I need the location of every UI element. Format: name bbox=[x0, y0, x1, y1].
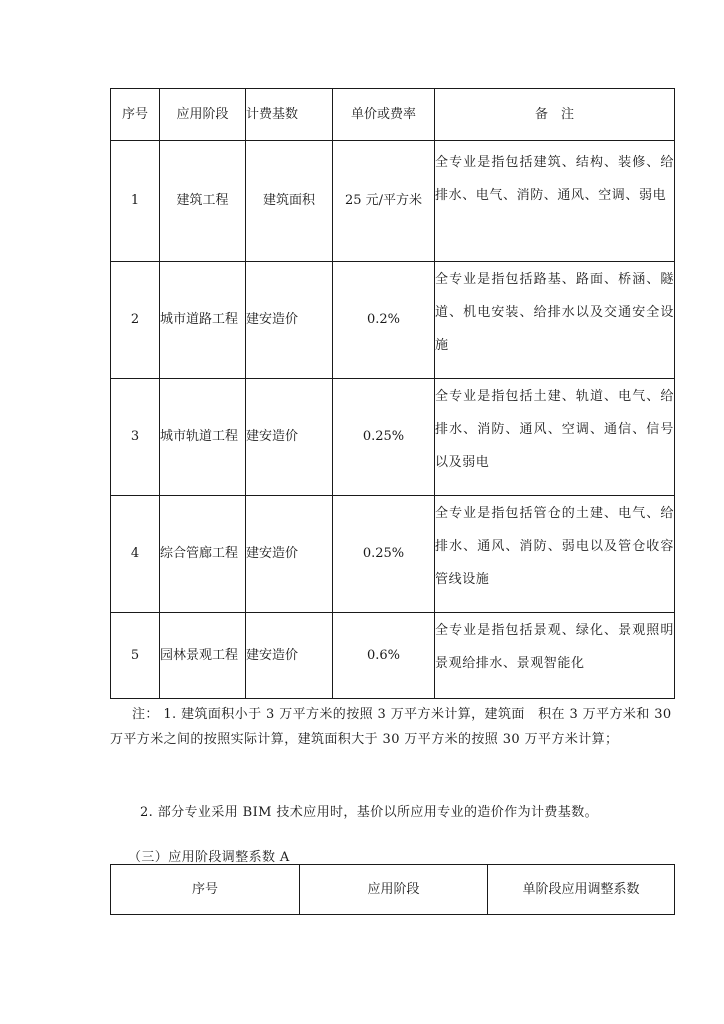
cell-base: 建安造价 bbox=[246, 379, 333, 496]
header-cell-no: 序号 bbox=[111, 865, 300, 915]
cell-base: 建安造价 bbox=[246, 613, 333, 699]
table-notes bbox=[110, 702, 680, 752]
cell-stage: 城市轨道工程 bbox=[160, 379, 246, 496]
cell-base: 建安造价 bbox=[246, 262, 333, 379]
header-cell-note: 备 注 bbox=[435, 89, 675, 141]
header-cell-no: 序号 bbox=[111, 89, 160, 141]
cell-note: 全专业是指包括路基、路面、桥涵、隧道、机电安装、给排水以及交通安全设施 bbox=[435, 262, 675, 379]
table-header-row bbox=[111, 865, 675, 915]
table-row bbox=[111, 379, 675, 496]
table-row bbox=[111, 141, 675, 262]
bim-fee-table bbox=[110, 88, 675, 699]
cell-base: 建安造价 bbox=[246, 496, 333, 613]
cell-rate: 25 元/平方米 bbox=[333, 141, 435, 262]
stage-coefficient-table bbox=[110, 864, 675, 915]
cell-stage: 园林景观工程 bbox=[160, 613, 246, 699]
cell-rate: 0.2% bbox=[333, 262, 435, 379]
cell-no: 4 bbox=[111, 496, 160, 613]
table-row bbox=[111, 262, 675, 379]
cell-note: 全专业是指包括管仓的土建、电气、给排水、通风、消防、弱电以及管仓收容管线设施 bbox=[435, 496, 675, 613]
table-row bbox=[111, 496, 675, 613]
header-cell-base: 计费基数 bbox=[246, 89, 333, 141]
cell-base: 建筑面积 bbox=[246, 141, 333, 262]
table-row bbox=[111, 613, 675, 699]
cell-note: 全专业是指包括土建、轨道、电气、给排水、消防、通风、空调、通信、信号以及弱电 bbox=[435, 379, 675, 496]
cell-rate: 0.25% bbox=[333, 379, 435, 496]
cell-no: 5 bbox=[111, 613, 160, 699]
cell-note: 全专业是指包括建筑、结构、装修、给排水、电气、消防、通风、空调、弱电 bbox=[435, 141, 675, 262]
cell-stage: 建筑工程 bbox=[160, 141, 246, 262]
cell-no: 3 bbox=[111, 379, 160, 496]
header-cell-rate: 单价或费率 bbox=[333, 89, 435, 141]
cell-stage: 城市道路工程 bbox=[160, 262, 246, 379]
cell-no: 1 bbox=[111, 141, 160, 262]
note-2-text: 2. 部分专业采用 BIM 技术应用时，基价以所应用专业的造价作为计费基数。 bbox=[140, 805, 599, 820]
cell-no: 2 bbox=[111, 262, 160, 379]
header-cell-coefficient: 单阶段应用调整系数 bbox=[488, 865, 675, 915]
section-heading: （三）应用阶段调整系数 A bbox=[128, 850, 290, 865]
header-cell-stage: 应用阶段 bbox=[300, 865, 488, 915]
cell-stage: 综合管廊工程 bbox=[160, 496, 246, 613]
header-cell-stage: 应用阶段 bbox=[160, 89, 246, 141]
cell-note: 全专业是指包括景观、绿化、景观照明景观给排水、景观智能化 bbox=[435, 613, 675, 699]
note-1-text: 注： 1. 建筑面积小于 3 万平方米的按照 3 万平方米计算，建筑面 积在 3 万平方米和 30 万平方米之间的按照实际计算，建筑面积大于 30 万平方米的按照 30 万平方米计算； bbox=[110, 707, 672, 747]
table-header-row bbox=[111, 89, 675, 141]
cell-rate: 0.6% bbox=[333, 613, 435, 699]
cell-rate: 0.25% bbox=[333, 496, 435, 613]
